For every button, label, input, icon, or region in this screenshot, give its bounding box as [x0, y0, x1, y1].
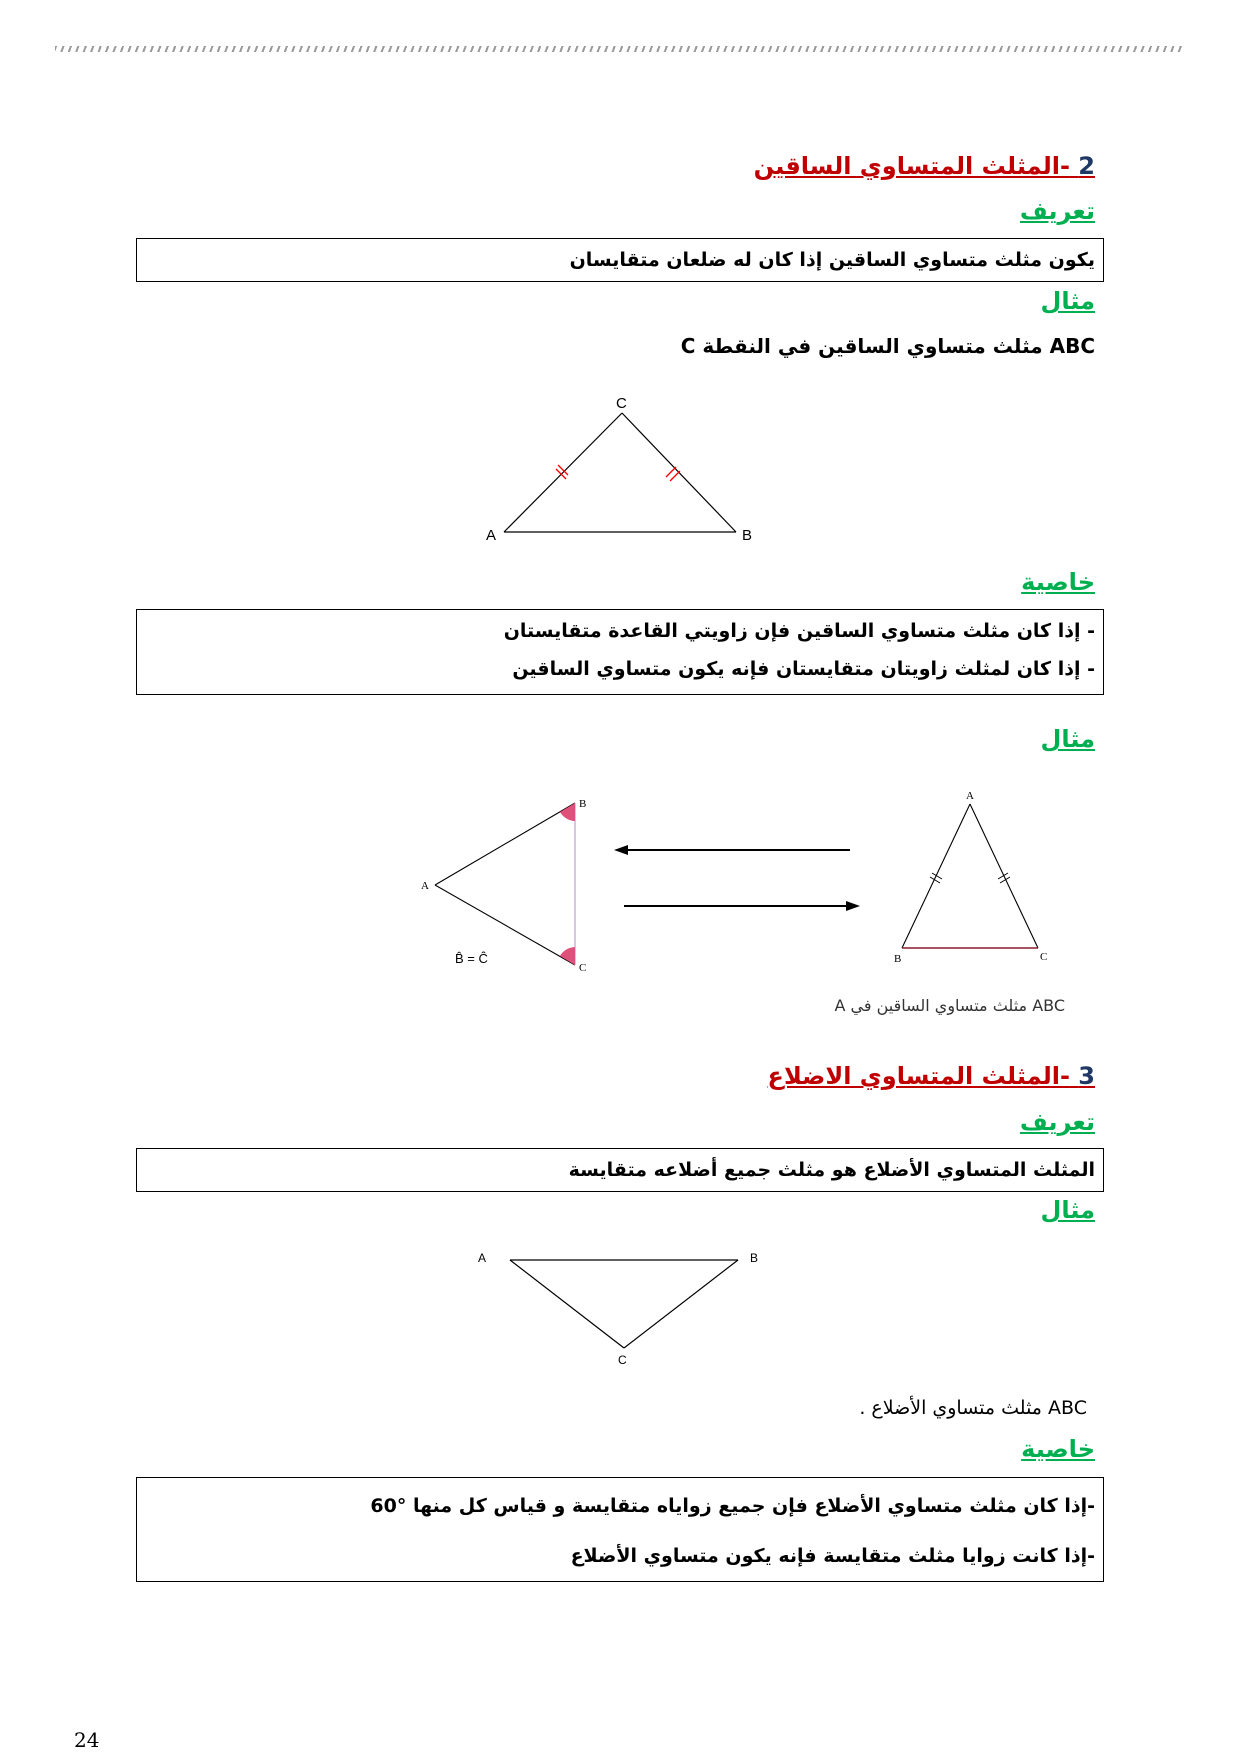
section3-property-2: -إذا كانت زوايا مثلث متقايسة فإنه يكون متساوي الأضلاع — [570, 1545, 1095, 1567]
fig3-label-a: A — [478, 1251, 487, 1265]
arrow-right-icon — [624, 901, 860, 911]
section2-number: 2 — [1078, 152, 1095, 180]
section2-example-text: ABC مثلث متساوي الساقين في النقطة C — [680, 334, 1095, 358]
fig1-label-b: B — [742, 527, 753, 544]
page-number: 24 — [74, 1728, 100, 1752]
fig2-left-label-c: C — [579, 962, 587, 974]
figure-equilateral-triangle — [470, 1248, 770, 1368]
arrow-left-icon — [614, 845, 850, 855]
section2-property-label: خاصية — [1021, 568, 1095, 596]
section3-definition-label: تعريف — [1019, 1108, 1095, 1136]
section3-title-text: -المثلث المتساوي الاضلاع — [767, 1062, 1070, 1090]
fig1-label-c: C — [616, 395, 627, 412]
section3-property-box — [136, 1477, 1104, 1582]
section3-definition-text: المثلث المتساوي الأضلاع هو مثلث جميع أضلاعه متقايسة — [568, 1159, 1095, 1181]
section3-definition-box — [136, 1148, 1104, 1192]
fig1-label-a: A — [486, 527, 497, 544]
section2-title — [754, 152, 1095, 180]
fig2-caption: ABC مثلث متساوي الساقين في A — [834, 996, 1065, 1015]
fig2-angle-equality: B̂ = Ĉ — [455, 951, 488, 966]
section3-property-1: -إذا كان مثلث متساوي الأضلاع فإن جميع زواياه متقايسة و قياس كل منها °60 — [370, 1495, 1095, 1517]
fig2-right-label-c: C — [1040, 951, 1048, 963]
angle-b-mark — [560, 803, 575, 821]
equal-side-mark-right — [666, 467, 680, 481]
figure-isosceles-triangle-c — [460, 395, 780, 545]
fig2-left-label-b: B — [579, 798, 587, 810]
section2-property-1: - إذا كان مثلث متساوي الساقين فإن زاويتي القاعدة متقايستان — [503, 620, 1095, 642]
section2-definition-text: يكون مثلث متساوي الساقين إذا كان له ضلعان متقايسان — [569, 249, 1095, 271]
section2-property-box — [136, 609, 1104, 695]
section2-example2-label: مثال — [1040, 725, 1095, 753]
section3-example-text: ABC مثلث متساوي الأضلاع . — [859, 1397, 1087, 1419]
section2-example-label: مثال — [1040, 287, 1095, 315]
figure-isosceles-triangle-a — [880, 790, 1070, 970]
angle-c-mark — [560, 947, 575, 965]
equal-side-mark-left — [930, 873, 942, 883]
section2-title-text: -المثلث المتساوي الساقين — [753, 152, 1070, 180]
implication-arrows — [610, 840, 860, 920]
section2-property-2: - إذا كان لمثلث زاويتان متقايستان فإنه يكون متساوي الساقين — [512, 658, 1095, 680]
section2-definition-box — [136, 238, 1104, 282]
fig2-left-label-a: A — [421, 880, 429, 892]
section3-example-label: مثال — [1040, 1196, 1095, 1224]
top-dotted-rule — [55, 46, 1185, 52]
fig3-label-c: C — [618, 1353, 627, 1367]
fig3-label-b: B — [750, 1251, 759, 1265]
fig2-right-label-a: A — [966, 790, 974, 802]
fig2-right-label-b: B — [894, 953, 902, 965]
section2-definition-label: تعريف — [1019, 197, 1095, 225]
figure-equal-angles-triangle — [415, 795, 605, 980]
section3-number: 3 — [1078, 1062, 1095, 1090]
section3-title — [768, 1062, 1095, 1090]
equal-side-mark-right — [998, 873, 1010, 883]
section3-property-label: خاصية — [1021, 1435, 1095, 1463]
